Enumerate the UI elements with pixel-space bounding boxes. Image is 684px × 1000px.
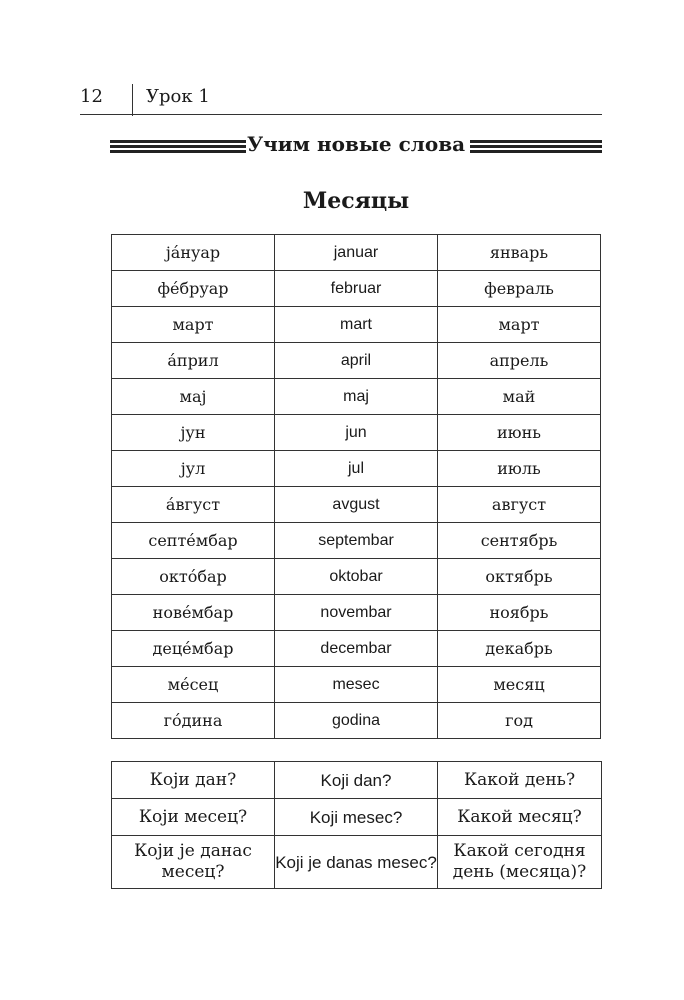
cyrillic-cell: а́прил: [112, 343, 275, 379]
russian-cell: апрель: [438, 343, 601, 379]
cyrillic-cell: ја́нуар: [112, 235, 275, 271]
russian-cell: февраль: [438, 271, 601, 307]
russian-cell: ноябрь: [438, 595, 601, 631]
decorative-stripes-right: [470, 140, 602, 154]
section-title: Учим новые слова: [246, 132, 466, 156]
section-heading: [110, 132, 602, 160]
latin-cell: Koji dan?: [275, 762, 438, 799]
questions-table: [111, 761, 602, 889]
russian-cell: Какой сегодня день (месяца)?: [438, 836, 602, 889]
month-row: [112, 415, 601, 451]
month-row: [112, 703, 601, 739]
latin-cell: Koji mesec?: [275, 799, 438, 836]
latin-cell: jul: [275, 451, 438, 487]
cyrillic-cell: а́вгуст: [112, 487, 275, 523]
russian-cell: июнь: [438, 415, 601, 451]
month-row: [112, 307, 601, 343]
latin-cell: maj: [275, 379, 438, 415]
month-row: [112, 595, 601, 631]
russian-cell: январь: [438, 235, 601, 271]
latin-cell: godina: [275, 703, 438, 739]
latin-cell: jun: [275, 415, 438, 451]
cyrillic-cell: деце́мбар: [112, 631, 275, 667]
months-table: [111, 234, 601, 739]
month-row: [112, 343, 601, 379]
latin-cell: avgust: [275, 487, 438, 523]
cyrillic-cell: фе́бруар: [112, 271, 275, 307]
russian-cell: сентябрь: [438, 523, 601, 559]
latin-cell: decembar: [275, 631, 438, 667]
latin-cell: Koji je danas mesec?: [275, 836, 438, 889]
russian-cell: май: [438, 379, 601, 415]
month-row: [112, 487, 601, 523]
cyrillic-cell: го́дина: [112, 703, 275, 739]
russian-cell: Какой месяц?: [438, 799, 602, 836]
cyrillic-cell: окто́бар: [112, 559, 275, 595]
cyrillic-cell: Који је данас месец?: [112, 836, 275, 889]
russian-cell: месяц: [438, 667, 601, 703]
cyrillic-cell: Који дан?: [112, 762, 275, 799]
russian-cell: год: [438, 703, 601, 739]
russian-cell: Какой день?: [438, 762, 602, 799]
russian-cell: август: [438, 487, 601, 523]
russian-cell: декабрь: [438, 631, 601, 667]
question-row: [112, 799, 602, 836]
latin-cell: novembar: [275, 595, 438, 631]
latin-cell: mesec: [275, 667, 438, 703]
latin-cell: mart: [275, 307, 438, 343]
month-row: [112, 631, 601, 667]
question-row: [112, 836, 602, 889]
cyrillic-cell: март: [112, 307, 275, 343]
russian-cell: март: [438, 307, 601, 343]
lesson-label: Урок 1: [146, 86, 210, 107]
page-header: [80, 84, 602, 116]
cyrillic-cell: нове́мбар: [112, 595, 275, 631]
cyrillic-cell: ме́сец: [112, 667, 275, 703]
latin-cell: februar: [275, 271, 438, 307]
latin-cell: oktobar: [275, 559, 438, 595]
header-rule: [80, 114, 602, 115]
month-row: [112, 523, 601, 559]
month-row: [112, 559, 601, 595]
month-row: [112, 451, 601, 487]
russian-cell: октябрь: [438, 559, 601, 595]
cyrillic-cell: септе́мбар: [112, 523, 275, 559]
page-title: Месяцы: [302, 188, 410, 214]
cyrillic-cell: Који месец?: [112, 799, 275, 836]
question-row: [112, 762, 602, 799]
page-number: 12: [80, 86, 103, 107]
cyrillic-cell: јул: [112, 451, 275, 487]
latin-cell: januar: [275, 235, 438, 271]
latin-cell: april: [275, 343, 438, 379]
month-row: [112, 271, 601, 307]
cyrillic-cell: мај: [112, 379, 275, 415]
latin-cell: septembar: [275, 523, 438, 559]
month-row: [112, 379, 601, 415]
month-row: [112, 667, 601, 703]
cyrillic-cell: јун: [112, 415, 275, 451]
russian-cell: июль: [438, 451, 601, 487]
month-row: [112, 235, 601, 271]
header-divider: [132, 84, 133, 116]
